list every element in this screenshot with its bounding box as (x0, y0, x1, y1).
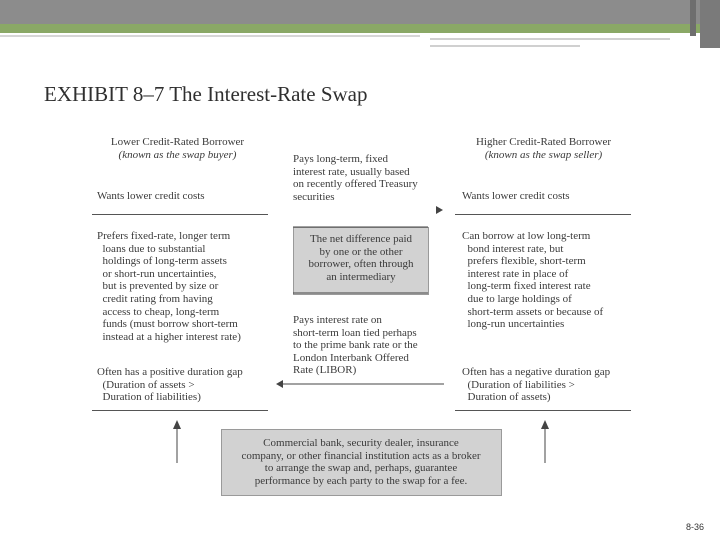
right-wants-text: Wants lower credit costs (462, 190, 570, 202)
page-number: 8-36 (686, 522, 705, 532)
left-header-line2: (known as the swap buyer) (118, 149, 237, 161)
slide-title: EXHIBIT 8–7 The Interest-Rate Swap (44, 82, 368, 106)
fixed-payment-arrowhead (436, 206, 443, 214)
left-vertical-arrowhead (173, 420, 181, 429)
left-wants-text: Wants lower credit costs (97, 190, 205, 202)
right-can-borrow-text: Can borrow at low long-term bond interest rate, but prefers flexible, short-term interest rate in place of long-term fixed interest rate due to large holdings of short-term assets or because of long-run uncertainties (462, 230, 604, 331)
middle-pays-floating-text: Pays interest rate on short-term loan tied perhaps to the prime bank rate or the London Interbank Offered Rate (LIBOR) (293, 314, 418, 377)
right-vertical-arrowhead (541, 420, 549, 429)
left-prefers-text: Prefers fixed-rate, longer term loans due to substantial holdings of long-term assets or short-run uncertainties, but is prevented by size or credit rating from having access to cheap, long-term funds (must borrow short-term instead at a higher interest rate) (97, 230, 241, 343)
middle-pays-fixed-text: Pays long-term, fixed interest rate, usually based on recently offered Treasury securities (293, 153, 418, 203)
floating-payment-arrowhead (276, 380, 283, 388)
right-header-line2: (known as the swap seller) (484, 149, 603, 161)
net-difference-text: The net difference paid by one or the other borrower, often through an intermediary (308, 233, 414, 283)
left-header-line1: Lower Credit-Rated Borrower (110, 136, 245, 148)
left-gap-text: Often has a positive duration gap (Duration of assets > Duration of liabilities) (97, 366, 243, 404)
right-header-line1: Higher Credit-Rated Borrower (475, 136, 611, 148)
broker-text: Commercial bank, security dealer, insurance company, or other financial institution acts as a broker to arrange the swap and, perhaps, guarantee performance by each party to the swap for a fee. (241, 437, 481, 487)
right-gap-text: Often has a negative duration gap (Duration of liabilities > Duration of assets) (462, 366, 611, 404)
